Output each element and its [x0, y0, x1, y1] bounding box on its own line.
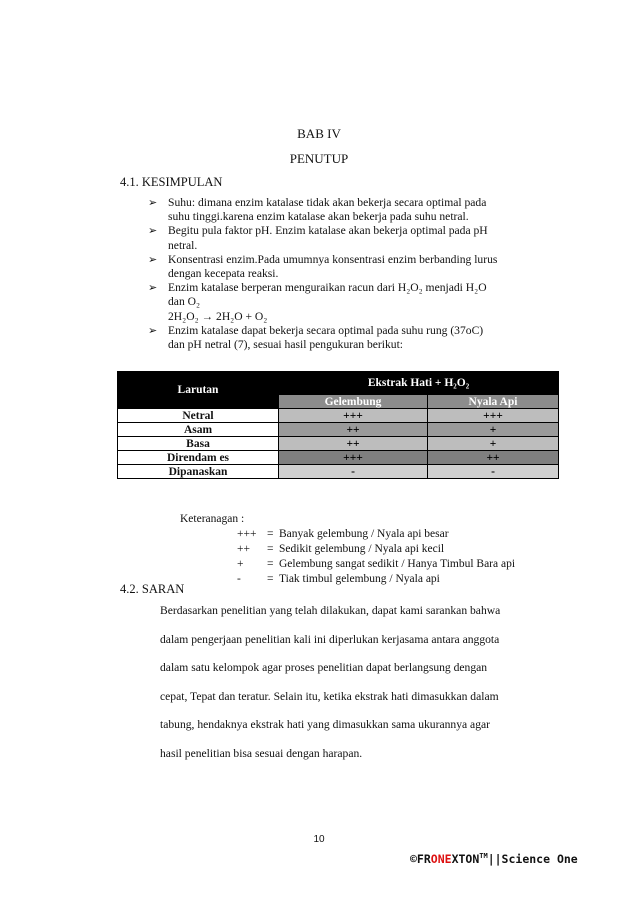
list-item: ➢ Begitu pula faktor pH. Enzim katalase akan bekerja optimal pada pH netral.: [148, 224, 488, 252]
table-row: Dipanaskan - -: [118, 465, 559, 479]
arrow-bullet-icon: ➢: [148, 225, 158, 238]
table-row: Asam ++ +: [118, 423, 559, 437]
list-item: ➢ Suhu: dimana enzim katalase tidak akan bekerja secara optimal pada suhu tinggi.karena enzim katalase akan bekerja pada suhu netral.: [148, 196, 487, 224]
legend-item: - = Tiak timbul gelembung / Nyala api: [237, 573, 440, 585]
col-header-larutan: Larutan: [118, 372, 279, 409]
chapter-label: BAB IV: [297, 126, 341, 141]
arrow-bullet-icon: ➢: [148, 282, 158, 295]
reaction-equation: 2H₂O₂ → 2H₂O + O₂: [168, 309, 268, 323]
legend-item: +++ = Banyak gelembung / Nyala api besar: [237, 528, 449, 540]
conclusion-list: [148, 196, 548, 352]
sub-header-nyala: Nyala Api: [428, 395, 559, 409]
legend-item: ++ = Sedikit gelembung / Nyala api kecil: [237, 543, 445, 555]
section-heading-kesimpulan: 4.1. KESIMPULAN: [120, 175, 223, 189]
list-item: ➢ Enzim katalase dapat bekerja secara optimal pada suhu rung (37oC) dan pH netral (7), sesuai hasil pengukuran berikut:: [148, 323, 484, 352]
results-table: [117, 371, 559, 479]
arrow-bullet-icon: ➢: [148, 253, 158, 266]
arrow-bullet-icon: ➢: [148, 324, 158, 337]
list-item: ➢ Konsentrasi enzim.Pada umumnya konsentrasi enzim berbanding lurus dengan kecepata reaksi.: [148, 252, 498, 281]
page-number: 10: [313, 834, 325, 845]
group-header: Ekstrak Hati + H₂O₂: [279, 372, 559, 395]
sub-header-gelembung: Gelembung: [279, 395, 428, 409]
section-heading-saran: 4.2. SARAN: [120, 582, 185, 596]
table-row: Netral +++ +++: [118, 409, 559, 423]
footer-brand: ©FRONEXTON™||Science One: [410, 852, 578, 866]
table-row: Direndam es +++ ++: [118, 451, 559, 465]
chapter-title: PENUTUP: [289, 151, 349, 166]
table-row: Basa ++ +: [118, 437, 559, 451]
saran-paragraph: Berdasarkan penelitian yang telah dilakukan, dapat kami sarankan bahwa dalam pengerjaan penelitian kali ini diperlukan kerjasama antara anggota dalam satu kelompok agar proses penelitian dapat berlangsung dengan cepat, Tepat dan teratur. Selain itu, ketika ekstrak hati dimasukkan dalam tabung, hendaknya ekstrak hati yang dimasukkan sama ukurannya agar hasil penelitian bisa sesuai dengan harapan.: [160, 604, 501, 760]
legend-item: + = Gelembung sangat sedikit / Hanya Timbul Bara api: [237, 558, 516, 570]
list-item: ➢ Enzim katalase berperan menguraikan racun dari H₂O₂ menjadi H₂O dan O₂ 2H₂O₂ → 2H₂O + O₂: [148, 281, 548, 324]
legend: [180, 512, 515, 587]
arrow-bullet-icon: ➢: [148, 197, 158, 209]
legend-title: Keteranagan :: [180, 513, 245, 525]
